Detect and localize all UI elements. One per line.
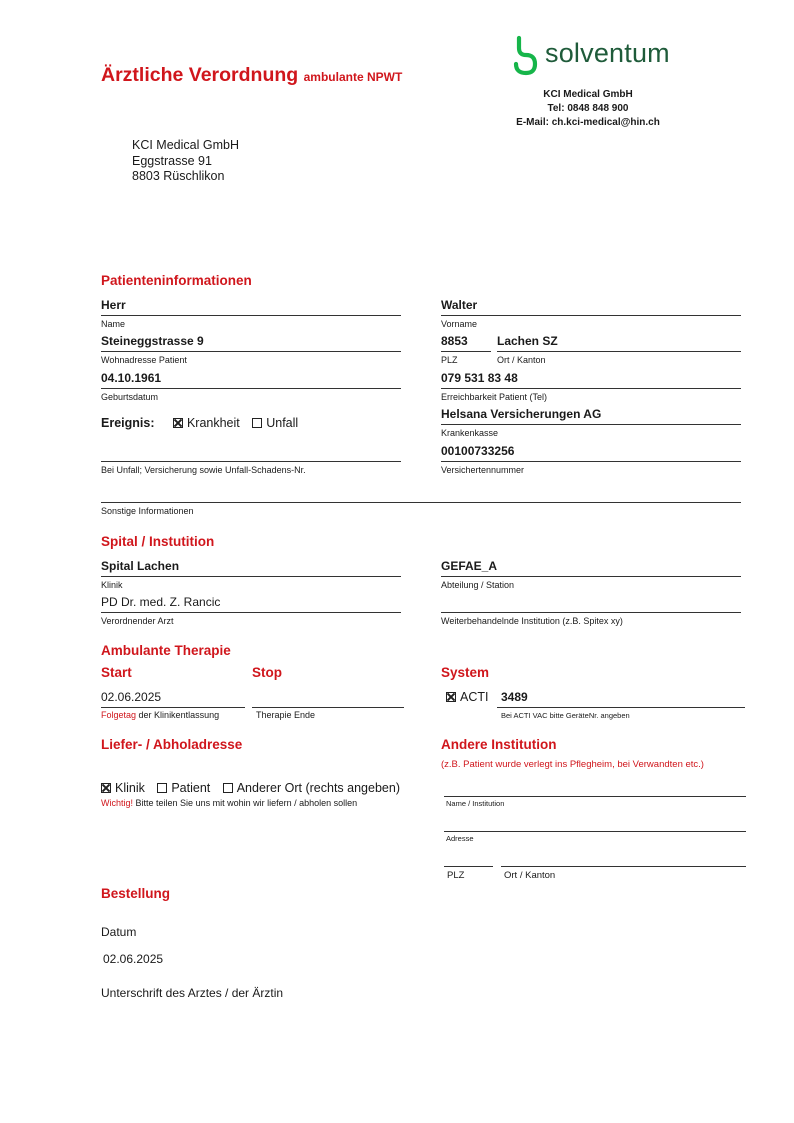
divider	[441, 461, 741, 462]
stop-heading: Stop	[252, 665, 282, 680]
divider	[441, 315, 741, 316]
start-label-red: Folgetag	[101, 710, 137, 720]
delivery-option-patient[interactable]: Patient	[157, 781, 210, 795]
start-label	[101, 710, 219, 720]
section-patient: Patienteninformationen	[101, 273, 252, 288]
other-info-label: Sonstige Informationen	[101, 506, 194, 516]
other-address-label: Adresse	[446, 834, 474, 843]
event-option-illness[interactable]: Krankheit	[173, 416, 240, 430]
department-label: Abteilung / Station	[441, 580, 515, 590]
other-address-field-line[interactable]	[444, 831, 746, 832]
patient-city-label: Ort / Kanton	[497, 355, 546, 365]
divider	[101, 315, 401, 316]
other-plz-label: PLZ	[447, 870, 465, 881]
delivery-option-clinic[interactable]: Klinik	[101, 781, 145, 795]
system-device-value[interactable]: 3489	[501, 690, 528, 704]
event-row	[101, 414, 298, 432]
start-heading: Start	[101, 665, 132, 680]
other-name-label: Name / Institution	[446, 799, 505, 808]
divider	[101, 707, 245, 708]
patient-plz-value[interactable]: 8853	[441, 334, 468, 348]
patient-address-value[interactable]: Steineggstrasse 9	[101, 334, 204, 348]
doctor-value[interactable]: PD Dr. med. Z. Rancic	[101, 595, 221, 609]
order-date-label: Datum	[101, 925, 137, 939]
divider	[101, 612, 401, 613]
divider	[101, 576, 401, 577]
other-plz-field-line[interactable]	[444, 866, 493, 867]
signature-label: Unterschrift des Arztes / der Ärztin	[101, 986, 284, 1000]
section-therapy: Ambulante Therapie	[101, 643, 231, 658]
department-value[interactable]: GEFAE_A	[441, 559, 498, 573]
section-other-institution: Andere Institution	[441, 737, 557, 752]
section-order: Bestellung	[101, 886, 171, 901]
divider	[441, 388, 741, 389]
other-name-field-line[interactable]	[444, 796, 746, 797]
checkbox-icon[interactable]	[252, 418, 262, 428]
insured-number-value[interactable]: 00100733256	[441, 444, 515, 458]
section-delivery: Liefer- / Abholadresse	[101, 737, 243, 752]
divider	[497, 351, 741, 352]
divider	[101, 351, 401, 352]
other-city-label: Ort / Kanton	[504, 870, 556, 881]
clinic-label: Klinik	[101, 580, 123, 590]
other-institution-note: (z.B. Patient wurde verlegt ins Pflegheim, bei Verwandten etc.)	[441, 759, 704, 770]
clinic-value[interactable]: Spital Lachen	[101, 559, 180, 573]
patient-firstname-label: Vorname	[441, 319, 478, 329]
divider	[441, 424, 741, 425]
doctor-label: Verordnender Arzt	[101, 616, 174, 626]
start-date-value[interactable]: 02.06.2025	[101, 690, 162, 704]
patient-name-value[interactable]: Herr	[101, 298, 126, 312]
contact-block	[478, 88, 698, 130]
checkbox-icon[interactable]	[157, 783, 167, 793]
divider	[441, 576, 741, 577]
order-date-value[interactable]: 02.06.2025	[103, 952, 164, 966]
recipient-line1: KCI Medical GmbH	[132, 138, 239, 152]
accident-field-line[interactable]	[101, 461, 401, 462]
patient-city-value[interactable]: Lachen SZ	[497, 334, 558, 348]
accident-label: Bei Unfall; Versicherung sowie Unfall-Schadens-Nr.	[101, 465, 306, 475]
patient-dob-label: Geburtsdatum	[101, 392, 159, 402]
divider	[441, 351, 491, 352]
title-main: Ärztliche Verordnung	[101, 64, 299, 86]
followup-field-line[interactable]	[441, 612, 741, 613]
delivery-options	[101, 779, 400, 797]
patient-plz-label: PLZ	[441, 355, 458, 365]
contact-company: KCI Medical GmbH	[543, 89, 633, 100]
event-label: Ereignis:	[101, 416, 155, 430]
insurer-label: Krankenkasse	[441, 428, 499, 438]
form-title	[101, 64, 402, 87]
recipient-address	[132, 138, 239, 185]
contact-email: E-Mail: ch.kci-medical@hin.ch	[516, 117, 660, 128]
system-note: Bei ACTI VAC bitte GeräteNr. angeben	[501, 711, 630, 720]
followup-label: Weiterbehandelnde Institution (z.B. Spitex xy)	[441, 616, 623, 626]
delivery-option-other[interactable]: Anderer Ort (rechts angeben)	[223, 781, 400, 795]
patient-name-label: Name	[101, 319, 126, 329]
stop-label: Therapie Ende	[256, 710, 316, 720]
system-heading: System	[441, 665, 490, 680]
system-option-acti[interactable]: ACTI	[446, 690, 488, 704]
title-sub: ambulante NPWT	[303, 70, 403, 84]
recipient-line2: Eggstrasse 91	[132, 153, 212, 168]
divider	[101, 388, 401, 389]
delivery-warning-text: Bitte teilen Sie uns mit wohin wir liefern / abholen sollen	[135, 798, 358, 808]
checkbox-icon[interactable]	[223, 783, 233, 793]
brand-name: solventum	[545, 38, 670, 68]
checked-checkbox-icon[interactable]	[101, 783, 111, 793]
checked-checkbox-icon[interactable]	[446, 692, 456, 702]
patient-firstname-value[interactable]: Walter	[441, 298, 478, 312]
solventum-logo-icon	[509, 34, 541, 80]
other-city-field-line[interactable]	[501, 866, 746, 867]
other-info-line[interactable]	[101, 502, 741, 503]
delivery-warning	[101, 798, 357, 808]
event-option-accident[interactable]: Unfall	[252, 416, 298, 430]
section-hospital: Spital / Instutition	[101, 534, 215, 549]
patient-phone-label: Erreichbarkeit Patient (Tel)	[441, 392, 548, 402]
recipient-line3: 8803 Rüschlikon	[132, 169, 225, 183]
patient-dob-value[interactable]: 04.10.1961	[101, 371, 162, 385]
stop-field-line[interactable]	[252, 707, 404, 708]
divider	[497, 707, 745, 708]
contact-phone: Tel: 0848 848 900	[547, 103, 629, 114]
patient-address-label: Wohnadresse Patient	[101, 355, 187, 365]
checked-checkbox-icon[interactable]	[173, 418, 183, 428]
insured-number-label: Versichertennummer	[441, 465, 525, 475]
insurer-value[interactable]: Helsana Versicherungen AG	[441, 407, 602, 421]
delivery-warning-red: Wichtig!	[101, 798, 134, 808]
patient-phone-value[interactable]: 079 531 83 48	[441, 371, 518, 385]
start-label-rest: der Klinikentlassung	[138, 710, 220, 720]
